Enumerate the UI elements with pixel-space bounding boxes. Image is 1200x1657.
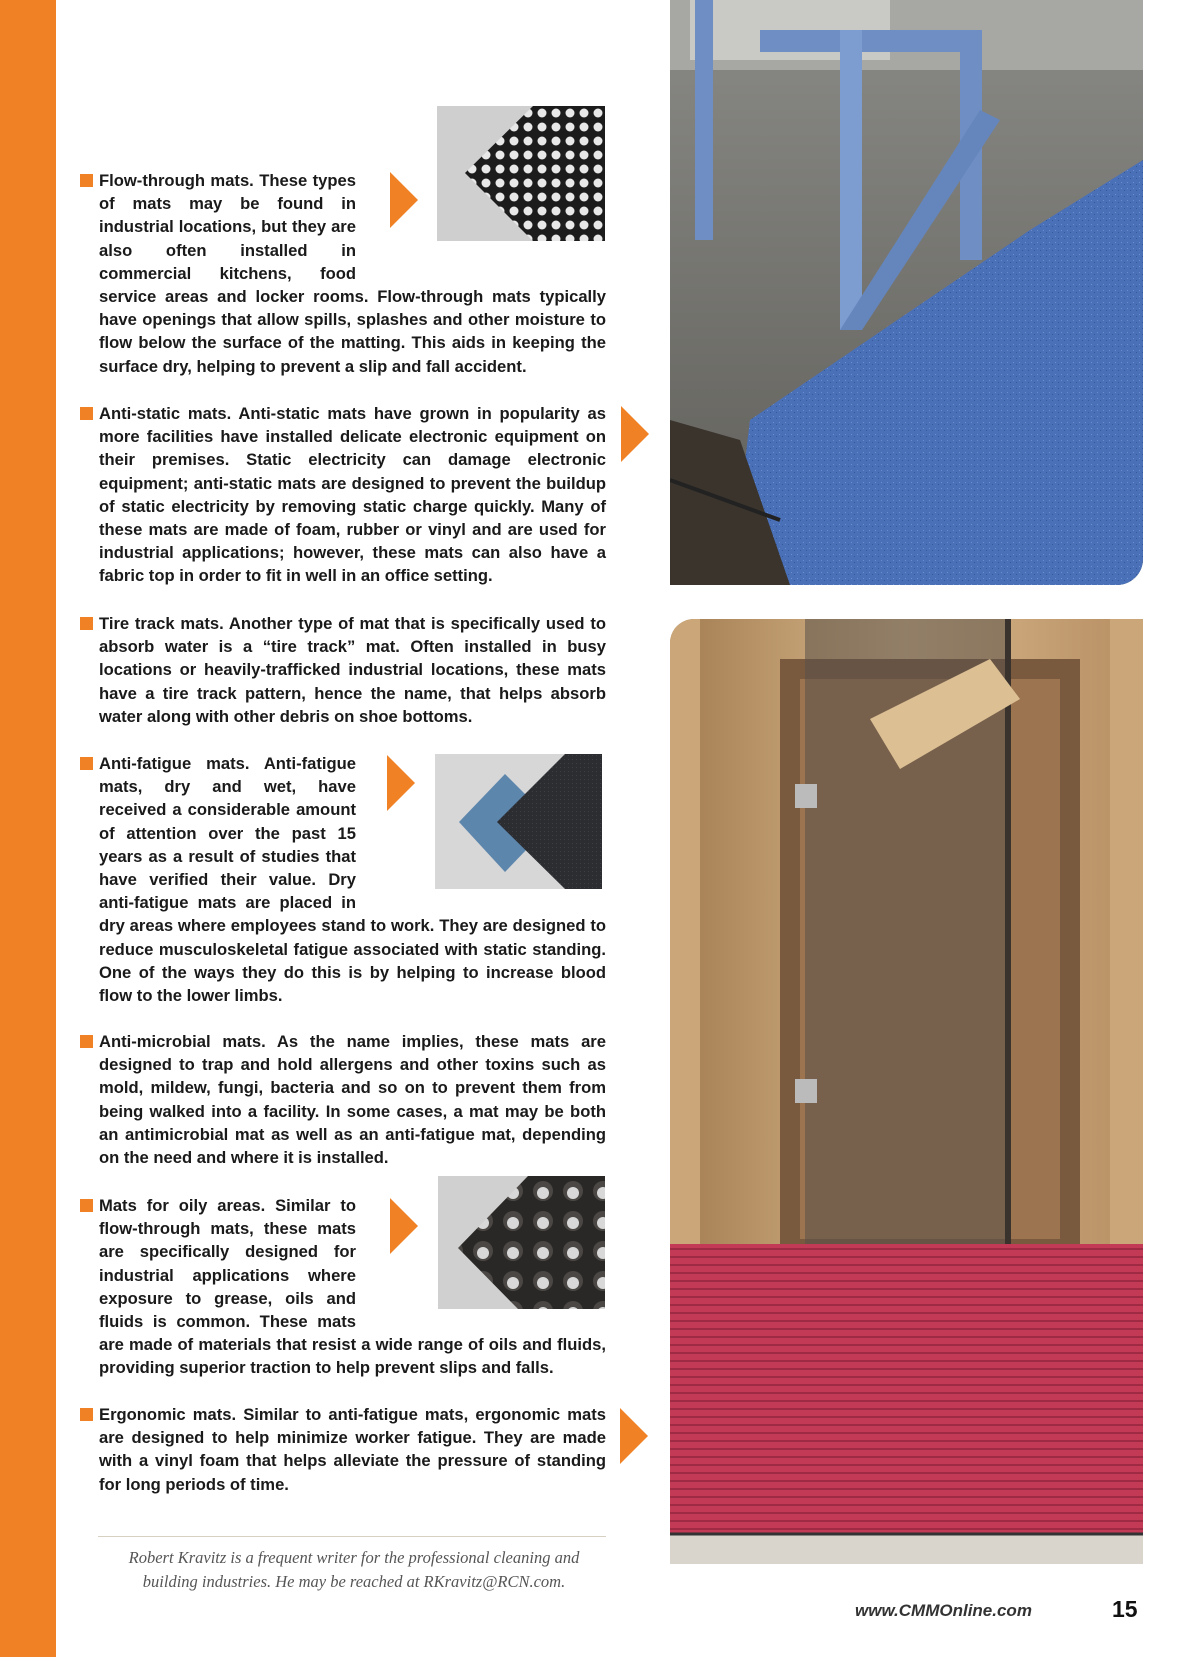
industrial-blue-mat-photo [670,0,1143,585]
arrow-right-icon [390,172,418,228]
anti-microbial-section [80,1030,606,1169]
bio-divider [98,1536,606,1537]
arrow-right-icon [621,406,649,462]
tire-track-text: Tire track mats. Another type of mat that is specifically used to absorb water is a “tire track” mat. Often installed in busy locations or heavily-trafficked industrial locations, these mats have a tire track pattern, hence the name, that helps absorb water along with other debris on shoe bottoms. [99,614,606,726]
arrow-right-icon [620,1408,648,1464]
tire-track-section [80,612,606,728]
bullet-square [80,407,93,420]
flow-through-mat-thumbnail [437,106,605,241]
oily-area-mat-thumbnail [438,1176,605,1309]
ergonomic-section [80,1403,606,1496]
anti-microbial-text: Anti-microbial mats. As the name implies, these mats are designed to trap and hold allergens and other toxins such as mold, mildew, fungi, bacteria and so on to prevent them from being walked into a facility. In some cases, a mat may be both an antimicrobial mat as well as an anti-fatigue mat, depending on the need and where it is installed. [99,1032,606,1168]
bullet-square [80,617,93,630]
anti-static-text: Anti-static mats. Anti-static mats have grown in popularity as more facilities have installed delicate electronic equipment on their premises. Static electricity can damage electronic equipment; anti-static mats are designed to prevent the buildup of static electricity by removing static charge quickly. Many of these mats are made of foam, rubber or vinyl and are used for industrial applications; however, these mats can also have a fabric top in order to fit in well in an office setting. [99,404,606,586]
anti-static-section [80,402,606,588]
sauna-red-mat-photo [670,619,1143,1564]
ergonomic-text: Ergonomic mats. Similar to anti-fatigue mats, ergonomic mats are designed to help minimize worker fatigue. They are made with a vinyl foam that helps alleviate the pressure of standing for long periods of time. [99,1405,606,1494]
page-number: 15 [1112,1596,1138,1622]
footer-url[interactable]: www.CMMOnline.com [855,1601,1032,1620]
orange-side-bar [0,0,56,1657]
arrow-right-icon [387,755,415,811]
bullet-square [80,1035,93,1048]
bullet-square [80,1199,93,1212]
anti-fatigue-mat-thumbnail [435,754,602,889]
bullet-square [80,1408,93,1421]
anti-fatigue-text: Anti-fatigue mats. Anti-fatigue mats, dry and wet, have received a considerable amount of attention over the past 15 years as a result of studies that have verified their value. Dry anti-fatigue mats are placed in dry areas where employees stand to work. They are designed to reduce musculoskeletal fatigue associated with static standing. One of the ways they do this is by helping to increase blood flow to the lower limbs. [99,754,606,1006]
bullet-square [80,174,93,187]
arrow-right-icon [390,1198,418,1254]
author-bio: Robert Kravitz is a frequent writer for the professional cleaning and building industries. He may be reached at RKravitz@RCN.com. [128,1548,580,1591]
oily-areas-text: Mats for oily areas. Similar to flow-through mats, these mats are specifically designed for industrial applications where exposure to grease, oils and fluids is common. These mats are made of materials that resist a wide range of oils and fluids, providing superior traction to help prevent slips and falls. [99,1196,606,1378]
bullet-square [80,757,93,770]
flow-through-text: Flow-through mats. These types of mats may be found in industrial locations, but they are also often installed in commercial kitchens, food service areas and locker rooms. Flow-through mats typically have openings that allow spills, splashes and other moisture to flow below the surface of the matting. This aids in keeping the surface dry, helping to prevent a slip and fall accident. [99,171,606,376]
